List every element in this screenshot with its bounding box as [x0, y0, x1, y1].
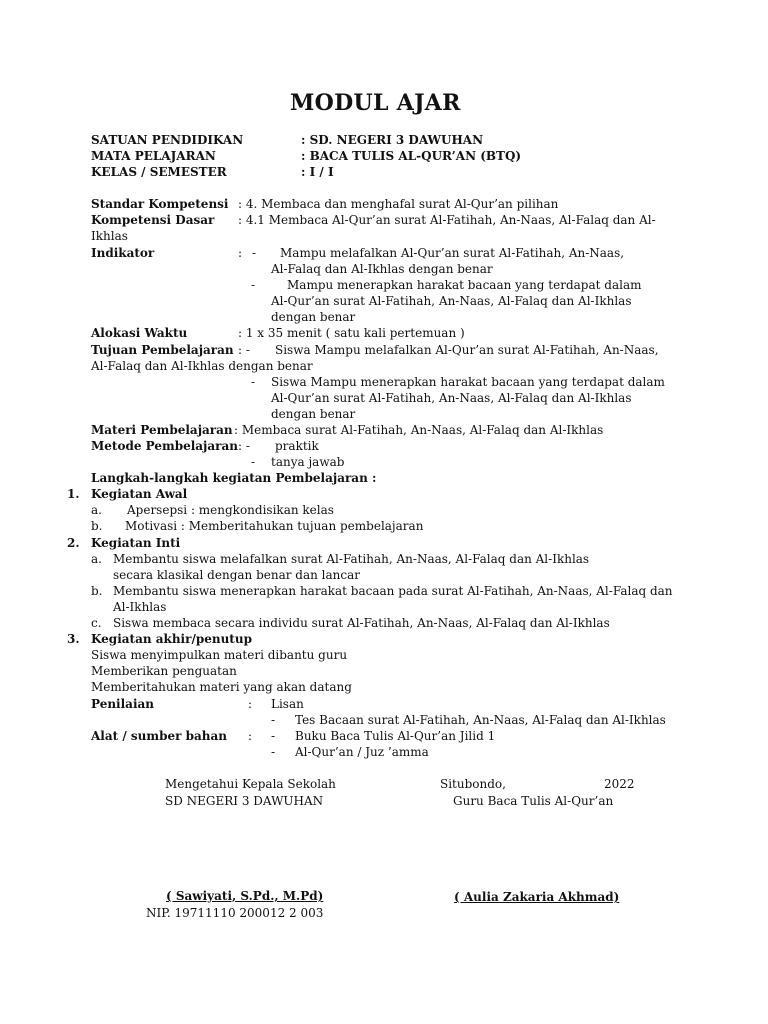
awal-b-text: Motivasi : Memberitahukan tujuan pembelajaran: [125, 519, 424, 533]
signature-left-title: Mengetahui Kepala Sekolah: [165, 777, 336, 791]
indikator-item2-line1: Mampu menerapkan harakat bacaan yang terdapat dalam: [287, 278, 642, 292]
awal-a-marker: a.: [91, 503, 102, 517]
indikator-item1-line1: Mampu melafalkan Al-Qur’an surat Al-Fatihah, An-Naas,: [280, 246, 625, 260]
signature-right-place: Situbondo,: [440, 777, 506, 791]
penilaian-dash: -: [271, 713, 276, 727]
standar-label: Standar Kompetensi: [91, 197, 229, 211]
school-label: SATUAN PENDIDIKAN: [91, 133, 244, 147]
tujuan-item2-line3: dengan benar: [271, 407, 356, 421]
inti-title: Kegiatan Inti: [91, 536, 181, 550]
tujuan-item2-line2: Al-Qur’an surat Al-Fatihah, An-Naas, Al-Falaq dan Al-Ikhlas: [271, 391, 632, 405]
subject-value: : BACA TULIS AL-QUR’AN (BTQ): [301, 149, 522, 163]
subject-label: MATA PELAJARAN: [91, 149, 216, 163]
kompetensi-value-line2: Ikhlas: [91, 229, 128, 243]
metode-item-1: praktik: [275, 439, 319, 453]
akhir-line-2: Memberikan penguatan: [91, 664, 237, 678]
penilaian-item: Tes Bacaan surat Al-Fatihah, An-Naas, Al-Falaq dan Al-Ikhlas: [295, 713, 666, 727]
penilaian-colon: :: [248, 697, 253, 711]
kompetensi-label: Kompetensi Dasar: [91, 213, 215, 227]
metode-dash-2: -: [251, 455, 256, 469]
awal-a-text: Apersepsi : mengkondisikan kelas: [127, 503, 334, 517]
signature-right-role: Guru Baca Tulis Al-Qur’an: [453, 794, 614, 808]
indikator-label: Indikator: [91, 246, 155, 260]
inti-b-line1: Membantu siswa menerapkan harakat bacaan pada surat Al-Fatihah, An-Naas, Al-Falaq dan: [113, 584, 673, 598]
inti-c-marker: c.: [91, 616, 102, 630]
alat-dash-2: -: [271, 745, 276, 759]
materi-label: Materi Pembelajaran: [91, 423, 233, 437]
inti-c-text: Siswa membaca secara individu surat Al-Fatihah, An-Naas, Al-Falaq dan Al-Ikhlas: [113, 616, 610, 630]
tujuan-dash-2: -: [251, 375, 256, 389]
metode-label: Metode Pembelajaran: [91, 439, 238, 453]
akhir-line-1: Siswa menyimpulkan materi dibantu guru: [91, 648, 348, 662]
indikator-dash-2: -: [251, 278, 256, 292]
awal-b-marker: b.: [91, 519, 103, 533]
signature-right-year: 2022: [604, 777, 635, 791]
signature-left-nip: NIP. 19711110 200012 2 003: [146, 906, 324, 920]
alokasi-label: Alokasi Waktu: [91, 326, 188, 340]
inti-b-line2: Al-Ikhlas: [113, 600, 167, 614]
awal-title: Kegiatan Awal: [91, 487, 188, 501]
alat-dash-1: -: [271, 729, 276, 743]
inti-b-marker: b.: [91, 584, 103, 598]
signature-left-name: ( Sawiyati, S.Pd., M.Pd): [166, 889, 324, 903]
inti-a-marker: a.: [91, 552, 102, 566]
tujuan-label: Tujuan Pembelajaran: [91, 343, 234, 357]
indikator-item1-line2: Al-Falaq dan Al-Ikhlas dengan benar: [271, 262, 493, 276]
indikator-colon: :: [238, 246, 243, 260]
indikator-item2-line3: dengan benar: [271, 310, 356, 324]
alat-item-1: Buku Baca Tulis Al-Qur’an Jilid 1: [295, 729, 496, 743]
class-value: : I / I: [301, 165, 334, 179]
indikator-dash-1: -: [252, 246, 257, 260]
inti-a-line1: Membantu siswa melafalkan surat Al-Fatihah, An-Naas, Al-Falaq dan Al-Ikhlas: [113, 552, 590, 566]
kompetensi-value-line1: : 4.1 Membaca Al-Qur’an surat Al-Fatihah, An-Naas, Al-Falaq dan Al-: [238, 213, 656, 227]
tujuan-item1-line1: Siswa Mampu melafalkan Al-Qur’an surat Al-Fatihah, An-Naas,: [275, 343, 659, 357]
akhir-line-3: Memberitahukan materi yang akan datang: [91, 680, 352, 694]
standar-value: : 4. Membaca dan menghafal surat Al-Qur’an pilihan: [238, 197, 559, 211]
inti-a-line2: secara klasikal dengan benar dan lancar: [113, 568, 360, 582]
alat-label: Alat / sumber bahan: [91, 729, 228, 743]
akhir-number: 3.: [67, 632, 80, 646]
alat-colon: :: [248, 729, 253, 743]
signature-left-school: SD NEGERI 3 DAWUHAN: [165, 794, 324, 808]
penilaian-value: Lisan: [271, 697, 304, 711]
class-label: KELAS / SEMESTER: [91, 165, 227, 179]
alat-item-2: Al-Qur’an / Juz ’amma: [295, 745, 429, 759]
langkah-heading: Langkah-langkah kegiatan Pembelajaran :: [91, 471, 377, 485]
page-title: MODUL AJAR: [290, 90, 461, 116]
penilaian-label: Penilaian: [91, 697, 155, 711]
alokasi-value: : 1 x 35 menit ( satu kali pertemuan ): [238, 326, 465, 340]
tujuan-colon-dash: : -: [238, 343, 250, 357]
metode-item-2: tanya jawab: [271, 455, 345, 469]
tujuan-item2-line1: Siswa Mampu menerapkan harakat bacaan yang terdapat dalam: [271, 375, 665, 389]
metode-colon-dash: : -: [238, 439, 250, 453]
materi-value: : Membaca surat Al-Fatihah, An-Naas, Al-Falaq dan Al-Ikhlas: [234, 423, 604, 437]
inti-number: 2.: [67, 536, 80, 550]
tujuan-item1-line2: Al-Falaq dan Al-Ikhlas dengan benar: [91, 359, 313, 373]
school-value: : SD. NEGERI 3 DAWUHAN: [301, 133, 484, 147]
akhir-title: Kegiatan akhir/penutup: [91, 632, 252, 646]
awal-number: 1.: [67, 487, 80, 501]
signature-right-name: ( Aulia Zakaria Akhmad): [454, 890, 620, 904]
indikator-item2-line2: Al-Qur’an surat Al-Fatihah, An-Naas, Al-Falaq dan Al-Ikhlas: [271, 294, 632, 308]
